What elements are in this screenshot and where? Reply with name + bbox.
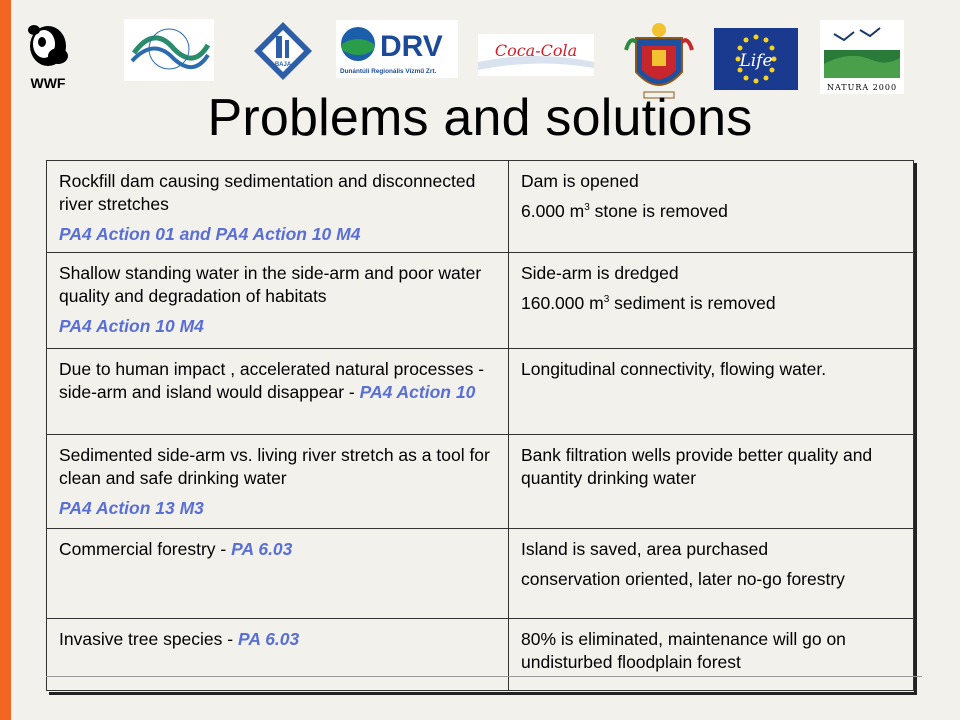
footer-divider	[46, 676, 922, 677]
solution-cell	[509, 529, 914, 619]
problem-ref: PA4 Action 13 M3	[59, 498, 204, 518]
superscript: 3	[584, 202, 590, 214]
page-title: Problems and solutions	[207, 89, 753, 147]
natura-2000-logo-text: NATURA 2000	[826, 83, 898, 92]
problem-cell	[47, 435, 509, 529]
problem-text: Rockfill dam causing sedimentation and disconnected river stretches	[59, 171, 476, 214]
drv-logo-subtext: Dunántúli Regionális Vízmű Zrt.	[340, 68, 437, 75]
problem-cell	[47, 529, 509, 619]
problem-text	[59, 628, 496, 651]
problem-ref: PA4 Action 01 and PA4 Action 10 M4	[59, 224, 361, 244]
problem-ref: PA4 Action 10	[359, 382, 476, 402]
problem-text	[59, 538, 496, 561]
problem-ref: PA 6.03	[237, 629, 300, 649]
wwf-logo	[22, 20, 74, 92]
problem-text-body: Due to human impact , accelerated natural processes - side-arm and island would disappear -	[59, 359, 485, 402]
problem-text: Shallow standing water in the side-arm and poor water quality and degradation of habitats	[59, 263, 482, 306]
solution-text: Side-arm is dredged	[521, 263, 679, 283]
solution-cell	[509, 349, 914, 435]
solution-cell	[509, 435, 914, 529]
solution-text: 80% is eliminated, maintenance will go on undisturbed floodplain forest	[521, 629, 846, 672]
superscript: 3	[603, 294, 610, 306]
svg-text:BAJA: BAJA	[274, 62, 292, 68]
table-row	[47, 619, 914, 691]
duna-drava-logo	[124, 19, 214, 81]
drv-logo	[336, 20, 458, 78]
life-logo	[714, 28, 798, 90]
solution-text	[521, 200, 901, 223]
coca-cola-logo	[478, 34, 594, 76]
solution-text: Longitudinal connectivity, flowing water.	[521, 359, 827, 379]
natura-2000-logo	[820, 20, 904, 94]
solution-cell	[509, 253, 914, 349]
solution-value-rest: sediment is removed	[609, 293, 776, 313]
problem-cell	[47, 161, 509, 253]
table-row	[47, 349, 914, 435]
solution-text	[521, 292, 901, 315]
problem-ref: PA4 Action 10 M4	[59, 316, 204, 336]
wwf-logo-text: WWF	[30, 75, 66, 91]
solution-cell	[509, 161, 914, 253]
problems-solutions-table	[46, 160, 914, 692]
adukovizig-logo	[252, 20, 314, 82]
table-row	[47, 529, 914, 619]
solution-cell	[509, 619, 914, 691]
problem-ref: PA 6.03	[231, 539, 293, 559]
drv-logo-text: DRV	[380, 30, 443, 63]
table-row	[47, 161, 914, 253]
problem-text	[59, 358, 496, 404]
solution-value-rest: stone is removed	[589, 201, 728, 221]
problem-text: Sedimented side-arm vs. living river stretch as a tool for clean and safe drinking water	[59, 445, 490, 488]
solution-text: Bank filtration wells provide better quality and quantity drinking water	[521, 445, 873, 488]
solution-value: 6.000 m	[521, 201, 585, 221]
problem-cell	[47, 253, 509, 349]
problem-text-body: Commercial forestry -	[59, 539, 232, 559]
life-logo-text: Life	[739, 51, 773, 71]
solution-text: Island is saved, area purchased	[521, 539, 769, 559]
solution-value: 160.000 m	[521, 293, 604, 313]
coca-cola-logo-text: Coca-Cola	[494, 41, 578, 60]
solution-text: conservation oriented, later no-go forestry	[521, 569, 845, 589]
problem-text-body: Invasive tree species -	[59, 629, 238, 649]
problem-cell	[47, 619, 509, 691]
table-row	[47, 253, 914, 349]
solution-text: Dam is opened	[521, 171, 639, 191]
table-row	[47, 435, 914, 529]
problem-cell	[47, 349, 509, 435]
